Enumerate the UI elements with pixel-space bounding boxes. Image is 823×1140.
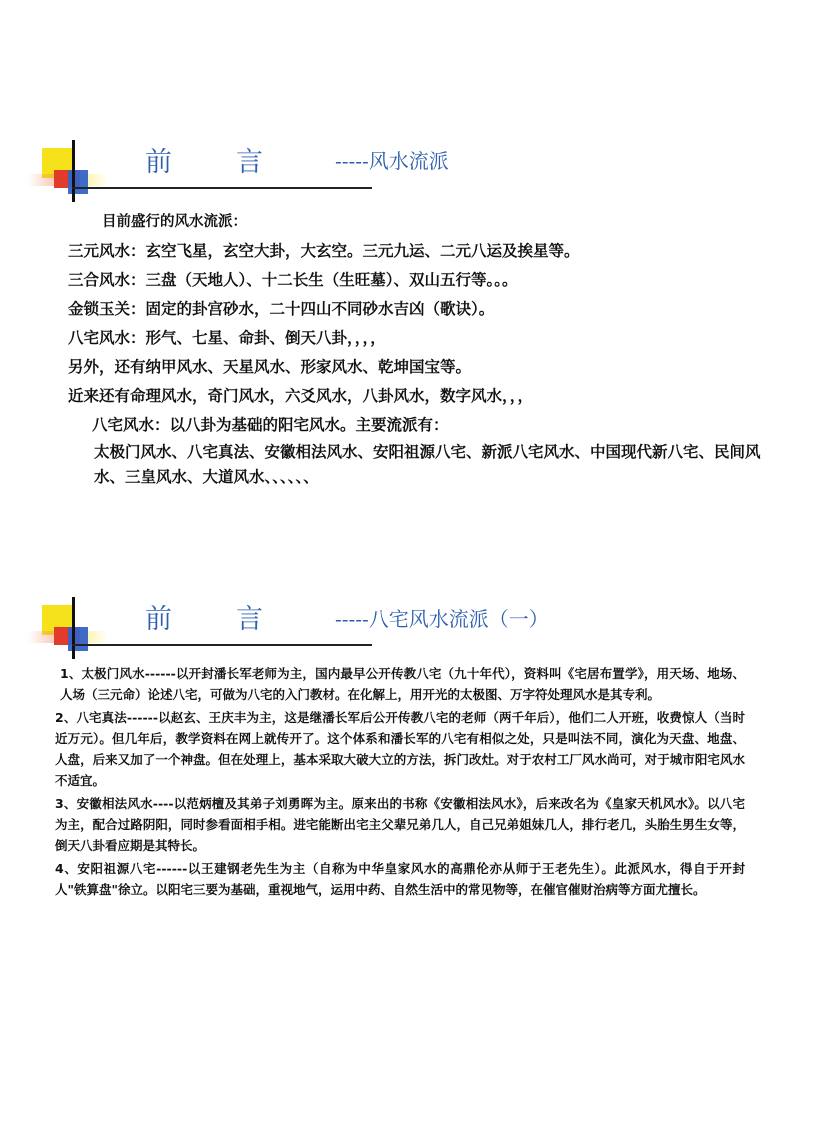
body-line: 金锁玉关：固定的卦宫砂水，二十四山不同砂水吉凶（歌诀）。 [68, 300, 495, 318]
slide-title [145, 140, 263, 179]
logo-vertical-line [72, 140, 75, 202]
decorative-logo-graphic [28, 597, 108, 667]
body-line: 目前盛行的风水流派： [102, 214, 247, 230]
slide-1 [0, 0, 823, 560]
title-underline [72, 644, 372, 646]
title-char-2: 言 [236, 604, 263, 635]
logo-blue-square [68, 627, 88, 651]
slide-subtitle: -----风水流派 [335, 149, 449, 173]
body-line: 八宅风水：以八卦为基础的阳宅风水。主要流派有： [92, 416, 449, 434]
body-line: 三元风水：玄空飞星，玄空大卦，大玄空。三元九运、二元八运及挨星等。 [68, 242, 580, 260]
body-paragraph: 1、太极门风水------以开封潘长军老师为主，国内最早公开传教八宅（九十年代），资料叫《宅居布置学》，用天场、地场、人场（三元命）论述八宅，可做为八宅的入门教材。在化解上，用开光的太极图、万字符处理风水是其专利。 [60, 666, 745, 702]
slide-body [68, 208, 768, 490]
slide-title [145, 597, 263, 636]
title-char-2: 言 [236, 147, 263, 178]
slide-2 [0, 575, 823, 1075]
body-paragraph: 3、安徽相法风水----以范炳檀及其弟子刘勇晖为主。原来出的书称《安徽相法风水》，后来改名为《皇家天机风水》。以八宅为主，配合过路阴阳，同时参看面相手相。进宅能断出宅主父辈兄弟几人，自己兄弟姐妹几人，排行老几，头胎生男生女等，倒天八卦看应期是其特长。 [55, 796, 745, 853]
body-line: 另外，还有纳甲风水、天星风水、形家风水、乾坤国宝等。 [68, 358, 472, 376]
decorative-logo-graphic [28, 140, 108, 210]
title-char-1: 前 [145, 147, 172, 178]
body-paragraph: 2、八宅真法------以赵玄、王庆丰为主，这是继潘长军后公开传教八宅的老师（两千年后），他们二人开班，收费惊人（当时近万元）。但几年后，教学资料在网上就传开了。这个体系和潘长军的八宅有相似之处，只是叫法不同，演化为天盘、地盘、人盘，后来又加了一个神盘。但在处理上，基本采取大破大立的方法，拆门改灶。对于农村工厂风水尚可，对于城市阳宅风水不适宜。 [55, 710, 745, 788]
body-line: 三合风水：三盘（天地人）、十二长生（生旺墓）、双山五行等。。。 [68, 271, 518, 289]
logo-vertical-line [72, 597, 75, 659]
title-char-1: 前 [145, 604, 172, 635]
body-paragraph: 4、安阳祖源八宅------以王建钢老先生为主（自称为中华皇家风水的高鼎伦亦从师于王老先生）。此派风水，得自于开封人"铁算盘"徐立。以阳宅三要为基础，重视地气，运用中药、自然生活中的常见物等，在催官催财治病等方面尤擅长。 [55, 861, 745, 897]
title-underline [72, 187, 372, 189]
slide-subtitle: -----八宅风水流派（一） [335, 607, 549, 631]
body-line: 八宅风水：形气、七星、命卦、倒天八卦，，，， [68, 329, 386, 347]
body-line: 近来还有命理风水，奇门风水，六爻风水，八卦风水，数字风水，，， [68, 387, 534, 405]
body-line: 太极门风水、八宅真法、安徽相法风水、安阳祖源八宅、新派八宅风水、中国现代新八宅、民间风水、三皇风水、大道风水、、、、、、 [94, 443, 761, 486]
logo-blue-square [68, 170, 88, 194]
slide-body [55, 663, 745, 902]
